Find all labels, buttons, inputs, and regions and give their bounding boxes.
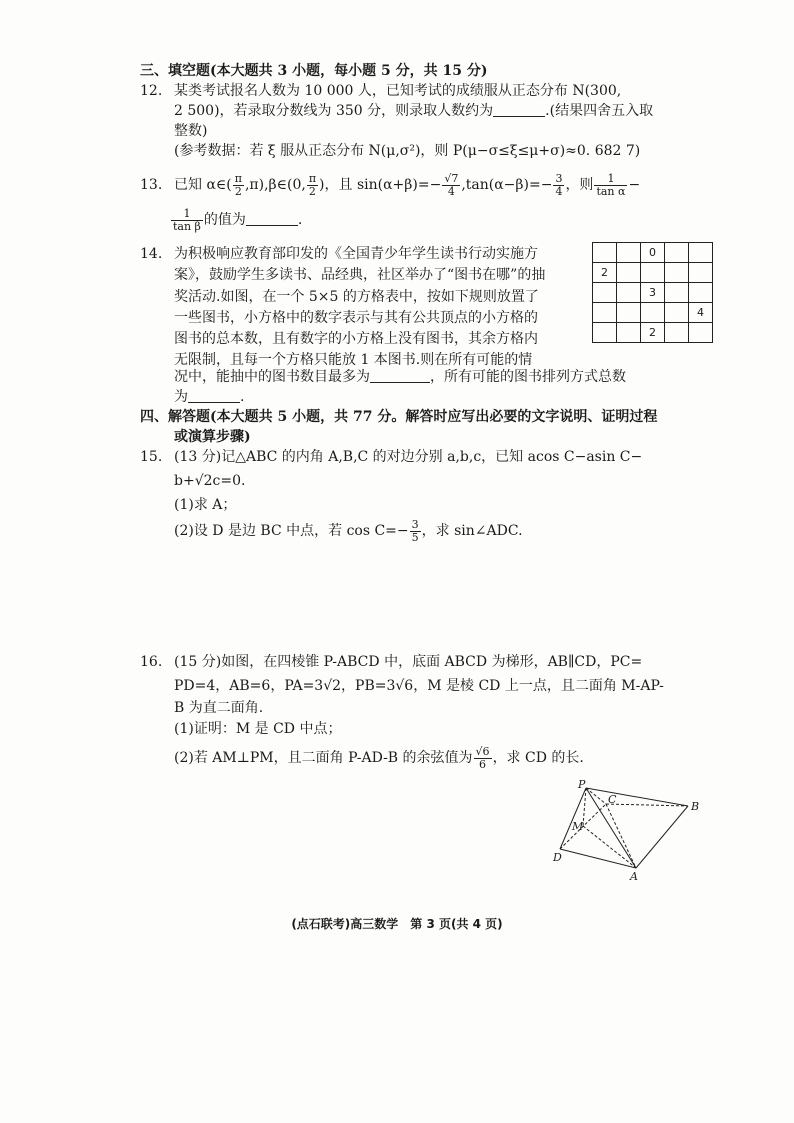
q16-number: 16. (140, 654, 163, 670)
grid-cell (641, 263, 665, 283)
q16-line2: PD=4，AB=6，PA=3√2，PB=3√6，M 是棱 CD 上一点，且二面角 M-AP- (174, 678, 664, 694)
label-C: C (608, 793, 617, 806)
frac-den: 4 (555, 184, 563, 198)
q16-line3: B 为直二面角. (174, 700, 264, 716)
frac-num: 1 (171, 208, 203, 221)
frac-num: √6 (475, 744, 490, 758)
q14-line5: 图书的总本数，且有数字的小方格上没有图书，其余方格内 (174, 331, 538, 347)
q13-text5: ，则 (565, 177, 594, 193)
edge-PB (586, 788, 688, 806)
q14-answer-blank2[interactable] (188, 388, 240, 403)
frac-num: π (234, 171, 242, 185)
grid-cell (617, 323, 641, 343)
q16-text1: (15 分)如图，在四棱锥 P-ABCD 中，底面 ABCD 为梯形，AB∥CD，PC= (174, 654, 643, 670)
q12-line1 (140, 82, 621, 100)
grid-cell (617, 303, 641, 323)
q14-text8a: 为 (174, 389, 188, 405)
page-footer: (点石联考)高三数学 第 3 页(共 4 页) (291, 917, 503, 931)
edge-CA (606, 804, 636, 868)
book-grid-5x5 (592, 242, 713, 343)
q14-line2: 案》，鼓励学生多读书、品经典，社区举办了“图书在哪”的抽 (174, 267, 546, 283)
q16-text-p2a: (2)若 AM⊥PM，且二面角 P-AD-B 的余弦值为 (174, 750, 473, 766)
q12-text2a: 2 500)，若录取分数线为 350 分，则录取人数约为 (174, 103, 494, 119)
grid-cell (593, 303, 617, 323)
section3-header: 三、填空题(本大题共 3 小题，每小题 5 分，共 15 分) (140, 63, 488, 79)
grid-cell (665, 263, 689, 283)
q14-text8b: . (240, 389, 245, 405)
grid-cell (641, 303, 665, 323)
q13-number: 13. (140, 177, 163, 193)
q15-frac-3-5 (410, 519, 421, 544)
grid-cell (617, 263, 641, 283)
grid-cell (689, 323, 713, 343)
label-A: A (630, 870, 638, 881)
q13-minus: − (628, 177, 641, 193)
grid-cell (617, 243, 641, 263)
q13-text3: )，且 sin(α+β)=− (319, 177, 442, 193)
frac-den: 2 (308, 184, 316, 198)
frac-den: tan β (173, 219, 201, 233)
frac-den: 4 (447, 184, 455, 198)
grid-cell: 2 (641, 323, 665, 343)
q12-answer-blank[interactable] (493, 102, 545, 117)
grid-cell (665, 243, 689, 263)
grid-cell (593, 243, 617, 263)
edge-PC (586, 788, 606, 804)
q14-text7b: ，所有可能的图书排列方式总数 (430, 369, 626, 385)
q14-text1: 为积极响应教育部印发的《全国青少年学生读书行动实施方 (174, 246, 538, 262)
q12-reference: (参考数据：若 ξ 服从正态分布 N(μ,σ²)，则 P(μ−σ≤ξ≤μ+σ)≈0. 682 7) (174, 143, 641, 159)
grid-cell (665, 303, 689, 323)
grid-cell (593, 323, 617, 343)
grid-cell (689, 243, 713, 263)
q15-text1: (13 分)记△ABC 的内角 A,B,C 的对边分别 a,b,c，已知 acos C−asin C− (174, 449, 643, 465)
frac-num: 1 (594, 173, 627, 186)
q15-text-p2b: ，求 sin∠ADC. (421, 523, 523, 539)
grid-cell (665, 283, 689, 303)
pyramid-figure (548, 776, 718, 881)
grid-cell: 2 (593, 263, 617, 283)
q12-text2b: .(结果四舍五入取 (545, 103, 654, 119)
edge-PD (560, 788, 586, 849)
q14-number: 14. (140, 246, 163, 262)
q14-line7 (174, 368, 626, 386)
q14-line3: 奖活动.如图，在一个 5×5 的方格表中，按如下规则放置了 (174, 289, 539, 305)
frac-den: 2 (234, 184, 242, 198)
q14-line4: 一些图书，小方格中的数字表示与其有公共顶点的小方格的 (174, 310, 538, 326)
grid-cell (593, 283, 617, 303)
q13-frac-sqrt7-4 (442, 173, 460, 198)
q15-text-p2a: (2)设 D 是边 BC 中点，若 cos C=− (174, 523, 409, 539)
q12-line3: 整数) (174, 123, 208, 139)
grid-cell: 0 (641, 243, 665, 263)
section4-header: 四、解答题(本大题共 5 小题，共 77 分。解答时应写出必要的文字说明、证明过程 (140, 409, 658, 425)
q13-line2 (170, 205, 302, 235)
q16-text-p2b: ，求 CD 的长. (492, 750, 584, 766)
q15-number: 15. (140, 449, 163, 465)
label-D: D (553, 851, 562, 864)
q13-line1 (140, 170, 640, 200)
q13-text1: 已知 α∈( (174, 177, 232, 193)
frac-num: π (308, 171, 317, 185)
label-B: B (691, 800, 700, 813)
q13-frac-1-tana (594, 173, 627, 198)
frac-den: 6 (479, 757, 487, 771)
q16-line1 (140, 653, 642, 671)
q14-line1 (140, 245, 538, 263)
q13-frac-pi-2a (233, 173, 244, 198)
grid-cell (617, 283, 641, 303)
grid-cell (665, 323, 689, 343)
label-M: M (572, 820, 584, 833)
q16-frac-sqrt6-6 (474, 746, 492, 771)
q12-line2 (174, 102, 653, 120)
q13-frac-1-tanb (171, 208, 203, 233)
q13-answer-blank[interactable] (246, 211, 298, 226)
frac-num: 3 (411, 517, 419, 531)
grid-cell: 3 (641, 283, 665, 303)
q13-text6: 的值为 (203, 212, 246, 228)
grid-cell (689, 263, 713, 283)
q14-text7a: 况中，能抽中的图书数目最多为 (174, 369, 370, 385)
frac-num: √7 (444, 171, 459, 185)
q16-part1: (1)证明：M 是 CD 中点； (174, 721, 342, 737)
frac-den: 5 (411, 530, 419, 544)
q13-text2: ,π),β∈(0, (244, 177, 306, 193)
q13-frac-3-4 (553, 173, 564, 198)
label-P: P (578, 778, 586, 791)
q13-frac-pi-2b (307, 173, 318, 198)
q12-text1: 某类考试报名人数为 10 000 人，已知考试的成绩服从正态分布 N(300, (174, 83, 622, 99)
grid-cell (689, 283, 713, 303)
q14-answer-blank1[interactable] (370, 368, 430, 383)
edge-AB (636, 806, 688, 868)
section4-header-cont: 或演算步骤) (174, 429, 251, 445)
q14-line6: 无限制，且每一个方格只能放 1 本图书.则在所有可能的情 (174, 352, 533, 368)
q12-number: 12. (140, 83, 163, 99)
frac-den: tan α (596, 184, 626, 198)
q15-line2: b+√2c=0. (174, 473, 246, 489)
q15-part2 (174, 516, 523, 546)
grid-cell: 4 (689, 303, 713, 323)
q15-part1: (1)求 A； (174, 497, 237, 513)
frac-num: 3 (555, 171, 563, 185)
q14-line8 (174, 388, 244, 406)
q15-line1 (140, 448, 642, 466)
q13-text7: . (297, 212, 303, 228)
q16-part2 (174, 742, 584, 774)
q13-text4: ,tan(α−β)=− (461, 177, 553, 193)
